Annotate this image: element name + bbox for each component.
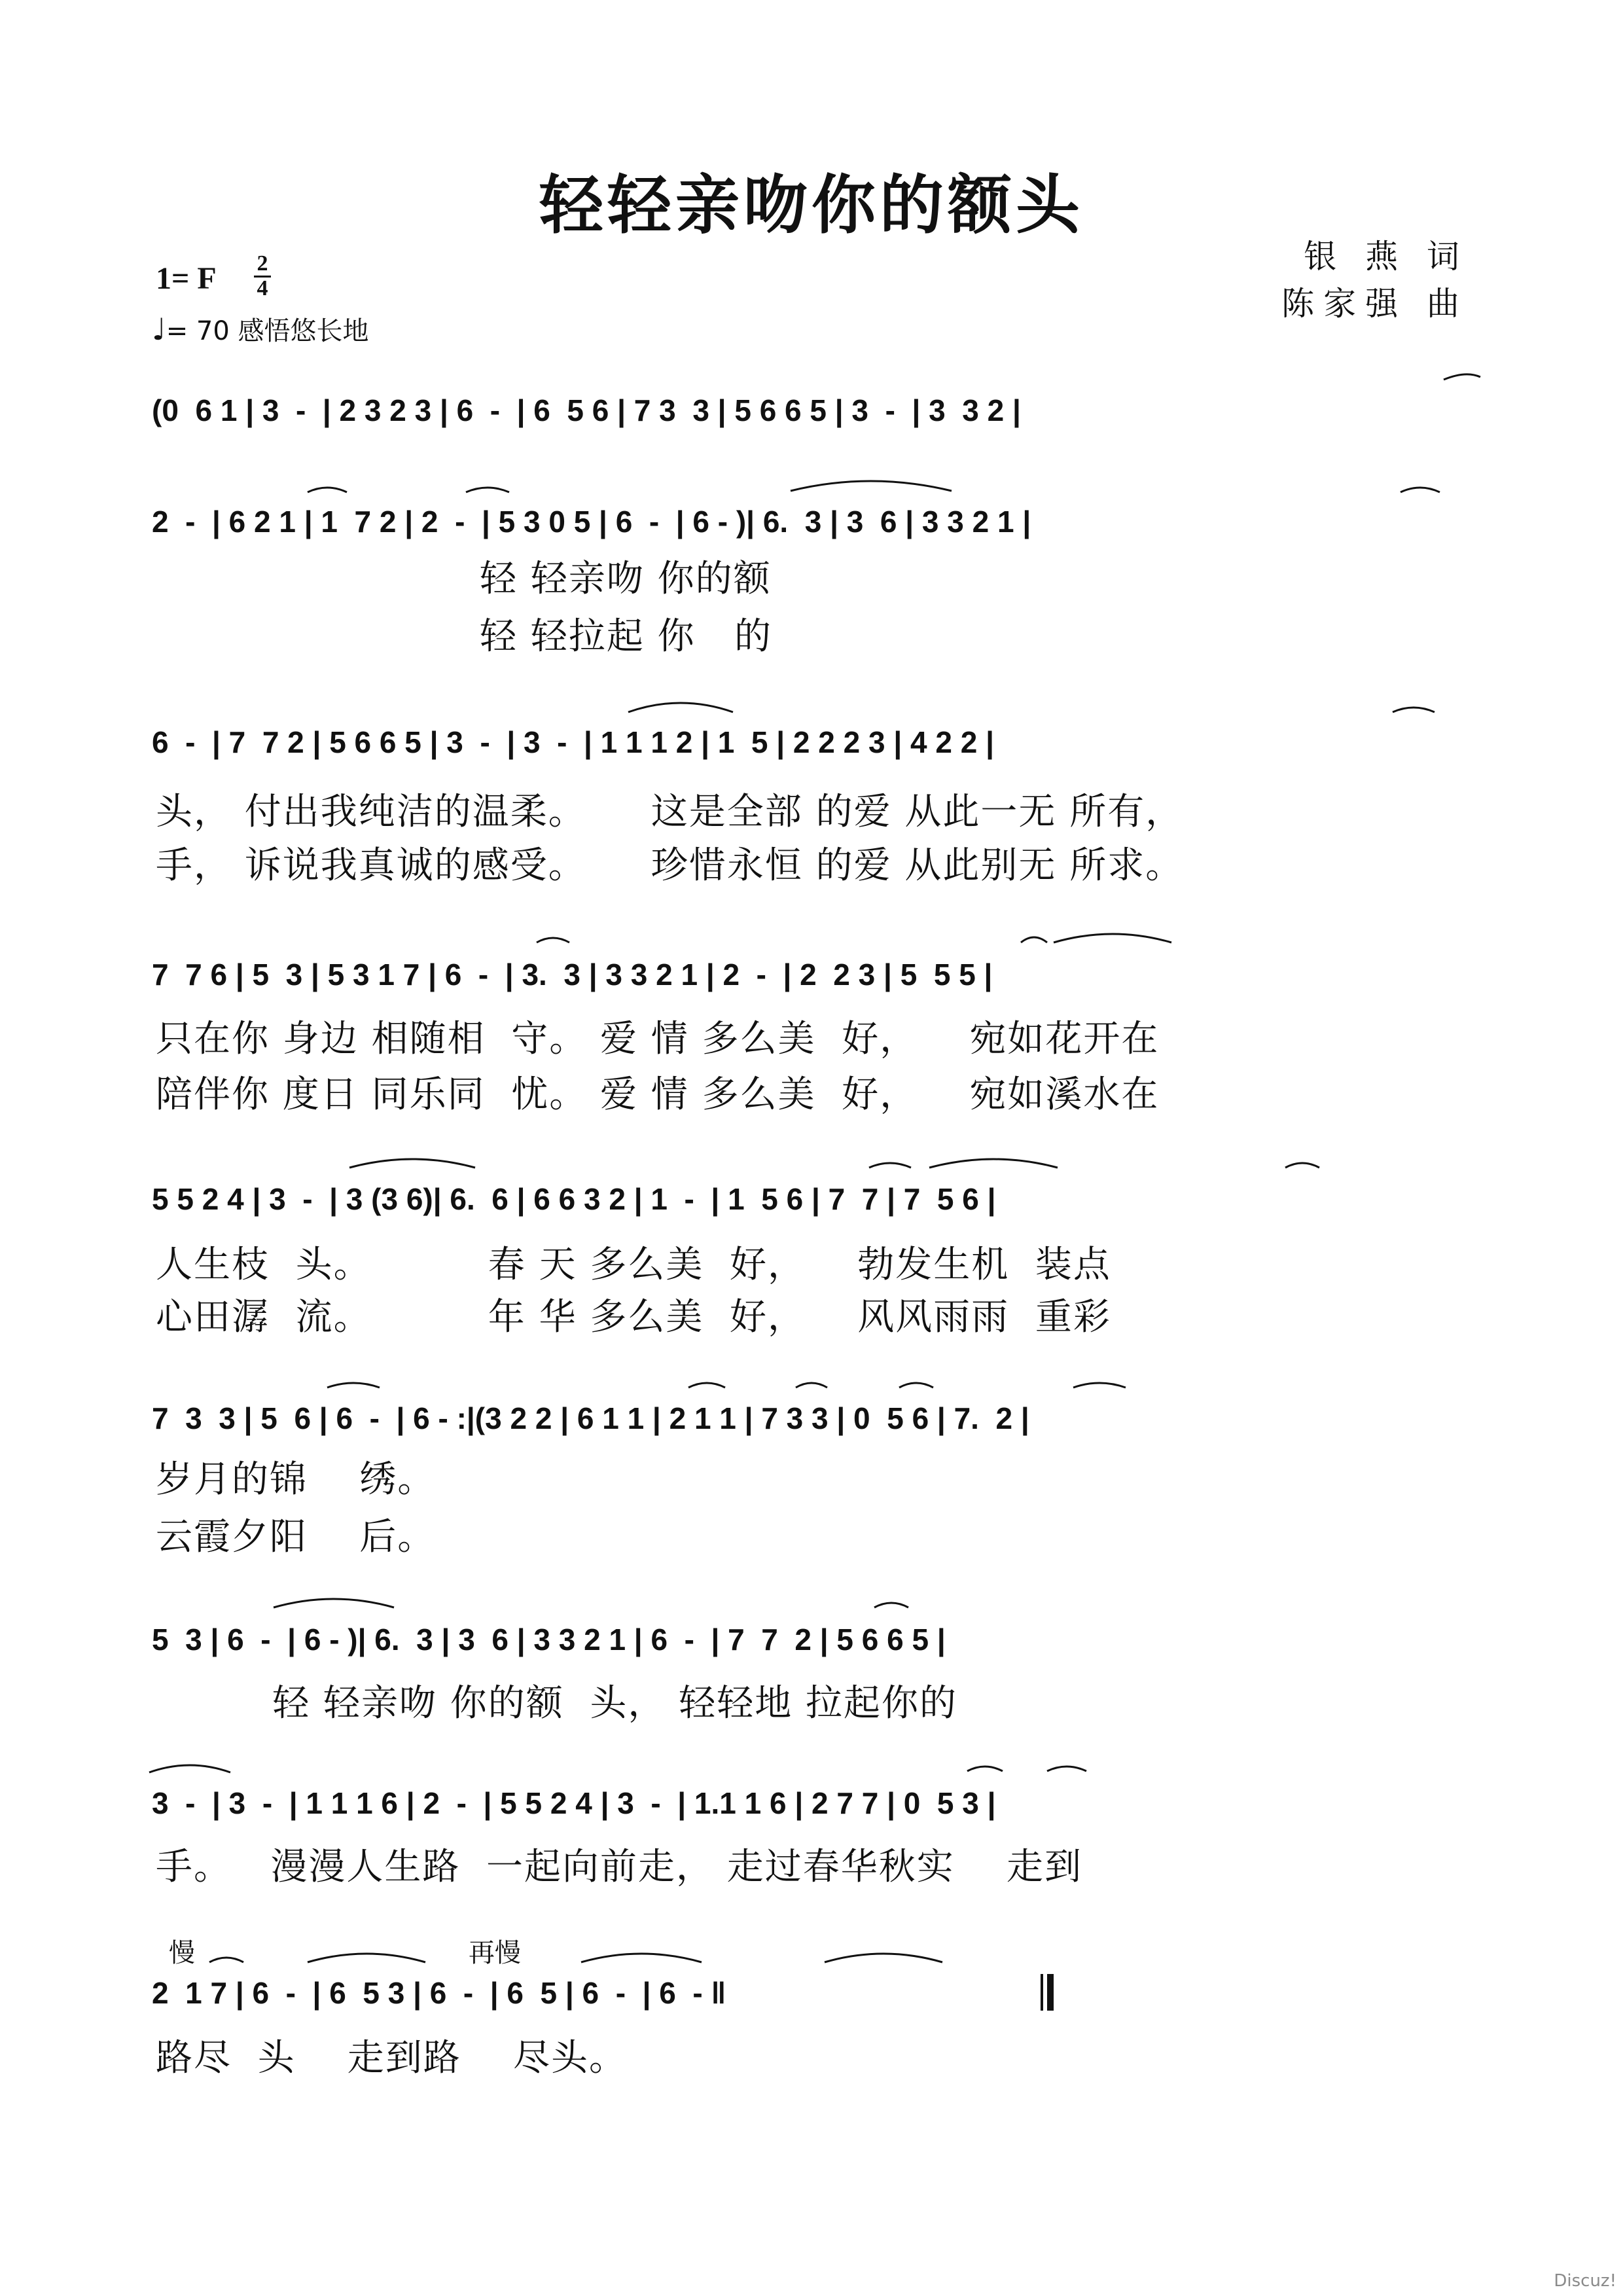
- lyric-row-2-verse-2: 轻 轻拉起 你 的: [156, 615, 773, 658]
- lyric-row-7: 轻 轻亲吻 你的额 头， 轻轻地 拉起你的: [156, 1682, 958, 1725]
- time-signature-top: 2: [257, 251, 268, 276]
- watermark: Discuz!: [1554, 2271, 1616, 2291]
- time-signature: [254, 253, 271, 300]
- notation-row-5: [152, 1181, 1475, 1217]
- lyricist-credit: 银 燕 词: [1304, 238, 1469, 276]
- slur: [1073, 1383, 1126, 1388]
- notation-row-7: [152, 1622, 1475, 1657]
- notation-row-4: [152, 957, 1475, 992]
- slur: [327, 1383, 380, 1388]
- notation-row-3-text: 6 - | 7 7 2 | 5 6 6 5 | 3 - | 3 - | 1 1 1 2 | 1 5 | 2 2 2 3 | 4 2 2 |: [152, 725, 994, 759]
- slur: [308, 1954, 425, 1962]
- slur: [869, 1163, 911, 1168]
- lyric-row-4-verse-2: 陪伴你 度日 同乐同 忧。 爱 情 多么美 好， 宛如溪水在: [156, 1073, 1160, 1116]
- tempo-marking: [152, 310, 369, 348]
- slur: [1444, 374, 1480, 380]
- notation-row-9: [152, 1975, 1475, 2011]
- notation-row-3: [152, 725, 1475, 760]
- slur: [349, 1159, 475, 1168]
- slur: [1021, 937, 1047, 942]
- notation-row-2-text: 2 - | 6 2 1 | 1 7 2 | 2 - | 5 3 0 5 | 6 - | 6 - )| 6. 3 | 3 6 | 3 3 2 1 |: [152, 505, 1031, 539]
- lyric-row-3-verse-2: 手， 诉说我真诚的感受。 珍惜永恒 的爱 从此别无 所求。: [156, 844, 1184, 887]
- slur: [466, 488, 509, 492]
- time-signature-bottom: 4: [257, 276, 268, 300]
- lyric-row-3-verse-1: 头， 付出我纯洁的温柔。 这是全部 的爱 从此一无 所有，: [156, 791, 1184, 833]
- slur: [874, 1603, 908, 1607]
- slur: [209, 1958, 243, 1962]
- slur: [628, 703, 733, 712]
- notation-row-7-text: 5 3 | 6 - | 6 - )| 6. 3 | 3 6 | 3 3 2 1 | 6 - | 7 7 2 | 5 6 6 5 |: [152, 1623, 946, 1657]
- composer-credit: 陈家强 曲: [1281, 285, 1469, 323]
- tempo-mark-slow: 慢: [169, 1938, 195, 1968]
- slur: [967, 1767, 1003, 1771]
- lyric-row-2-verse-1: 轻 轻亲吻 你的额: [156, 558, 772, 600]
- lyric-row-4-verse-1: 只在你 身边 相随相 守。 爱 情 多么美 好， 宛如花开在: [156, 1018, 1160, 1060]
- slur: [581, 1954, 702, 1962]
- notation-row-1: [152, 393, 1475, 428]
- slur: [308, 488, 347, 492]
- lyric-row-5-verse-2: 心田潺 流。 年 华 多么美 好， 风风雨雨 重彩: [156, 1296, 1111, 1338]
- slur: [1400, 488, 1440, 492]
- lyric-row-5-verse-1: 人生枝 头。 春 天 多么美 好， 勃发生机 装点: [156, 1244, 1111, 1286]
- tempo-mark-slower: 再慢: [469, 1938, 521, 1968]
- slur: [688, 1383, 725, 1388]
- notation-row-2: [152, 504, 1475, 539]
- tempo-text: = 70 感悟悠长地: [166, 316, 369, 346]
- notation-row-1-text: (0 6 1 | 3 - | 2 3 2 3 | 6 - | 6 5 6 | 7 3 3 | 5 6 6 5 | 3 - | 3 3 2 |: [152, 393, 1021, 427]
- lyric-row-6-verse-1: 岁月的锦 绣。: [156, 1458, 436, 1501]
- slur: [929, 1159, 1058, 1168]
- notation-row-5-text: 5 5 2 4 | 3 - | 3 (3 6)| 6. 6 | 6 6 3 2 | 1 - | 1 5 6 | 7 7 | 7 5 6 |: [152, 1182, 996, 1216]
- notation-row-4-text: 7 7 6 | 5 3 | 5 3 1 7 | 6 - | 3. 3 | 3 3 2 1 | 2 - | 2 2 3 | 5 5 5 |: [152, 958, 993, 992]
- slur: [825, 1954, 942, 1962]
- notation-row-8: [152, 1785, 1475, 1821]
- slur: [899, 1383, 933, 1388]
- notation-row-9-text: 2 1 7 | 6 - | 6 5 3 | 6 - | 6 5 | 6 - | 6 - ‖: [152, 1976, 726, 2010]
- slur: [274, 1599, 394, 1607]
- notation-row-8-text: 3 - | 3 - | 1 1 1 6 | 2 - | 5 5 2 4 | 3 - | 1.1 1 6 | 2 7 7 | 0 5 3 |: [152, 1786, 996, 1820]
- slur: [149, 1765, 230, 1772]
- key-signature: 1= F: [156, 261, 217, 296]
- slur: [537, 938, 569, 942]
- slur: [1285, 1163, 1319, 1168]
- slur: [796, 1383, 827, 1388]
- quarter-note-icon: ♩: [152, 312, 166, 347]
- slur: [1054, 934, 1171, 942]
- lyric-row-9: 路尽 头 走到路 尽头。: [156, 2037, 628, 2079]
- score-title: 轻轻亲吻你的额头: [539, 168, 1084, 243]
- slur: [1047, 1767, 1086, 1771]
- slur: [1393, 708, 1435, 712]
- lyric-row-6-verse-2: 云霞夕阳 后。: [156, 1516, 436, 1558]
- notation-row-6: [152, 1401, 1475, 1436]
- lyric-row-8: 手。 漫漫人生路 一起向前走， 走过春华秋实 走到: [156, 1846, 1083, 1888]
- notation-row-6-text: 7 3 3 | 5 6 | 6 - | 6 - :|(3 2 2 | 6 1 1 | 2 1 1 | 7 3 3 | 0 5 6 | 7. 2 |: [152, 1401, 1029, 1435]
- slur: [791, 481, 952, 491]
